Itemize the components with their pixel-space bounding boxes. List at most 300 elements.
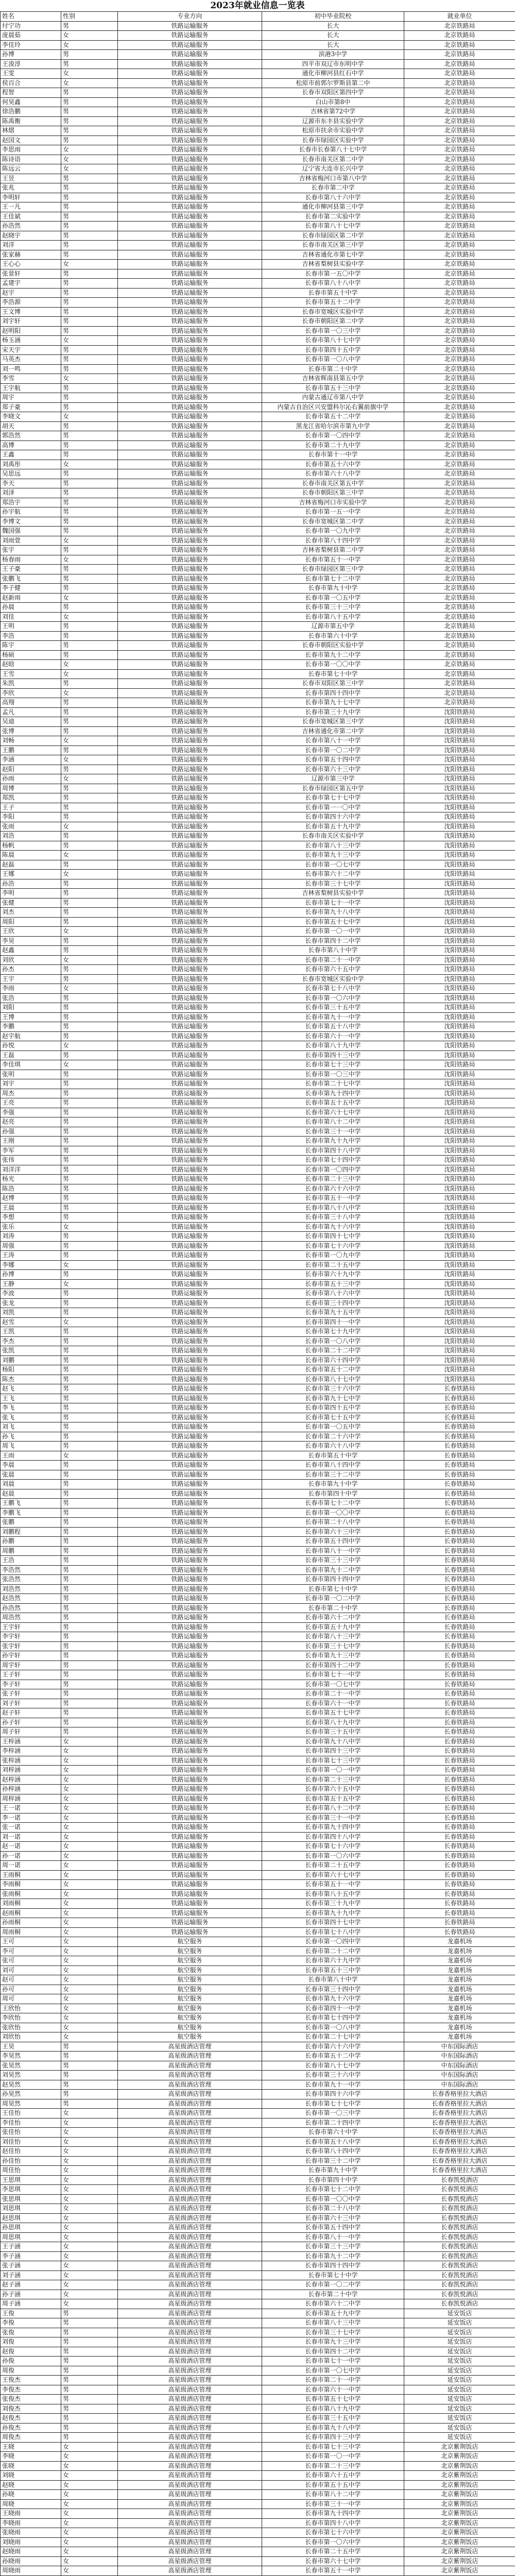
cell-gender: 女 bbox=[61, 1880, 118, 1890]
cell-major: 高星级酒店管理 bbox=[118, 2471, 262, 2481]
cell-school: 长春市第四十八中学 bbox=[262, 2518, 404, 2528]
table-row bbox=[1, 440, 515, 450]
cell-destination: 长春铁路局 bbox=[404, 1556, 515, 1566]
cell-destination: 长春铁路局 bbox=[404, 1680, 515, 1689]
cell-gender: 男 bbox=[61, 450, 118, 460]
cell-major: 铁路运输服务 bbox=[118, 879, 262, 889]
cell-major: 铁路运输服务 bbox=[118, 631, 262, 641]
cell-major: 铁路运输服务 bbox=[118, 1556, 262, 1566]
cell-name: 周思琪 bbox=[1, 2232, 61, 2242]
cell-destination: 长春香格里拉大酒店 bbox=[404, 2118, 515, 2128]
cell-school: 长春市第七十七中学 bbox=[262, 2099, 404, 2109]
table-row bbox=[1, 2213, 515, 2223]
table-row bbox=[1, 889, 515, 899]
cell-gender: 女 bbox=[61, 2032, 118, 2042]
cell-gender: 女 bbox=[61, 2299, 118, 2309]
cell-gender: 男 bbox=[61, 2347, 118, 2357]
cell-name: 刘泽 bbox=[1, 488, 61, 498]
cell-school: 长春市第二中学 bbox=[262, 183, 404, 193]
cell-school: 长春市第一〇八中学 bbox=[262, 355, 404, 365]
cell-gender: 女 bbox=[61, 2480, 118, 2490]
table-row bbox=[1, 2499, 515, 2509]
cell-destination: 沈阳铁路局 bbox=[404, 984, 515, 994]
cell-gender: 男 bbox=[61, 1146, 118, 1156]
table-row bbox=[1, 1994, 515, 2004]
cell-gender: 女 bbox=[61, 2137, 118, 2147]
cell-destination: 长春香格里拉大酒店 bbox=[404, 2099, 515, 2109]
page-title: 2023年就业信息一览表 bbox=[210, 1, 305, 11]
cell-name: 李子涵 bbox=[1, 2251, 61, 2261]
cell-gender: 女 bbox=[61, 2109, 118, 2119]
cell-destination: 龙嘉机场 bbox=[404, 2013, 515, 2023]
cell-destination: 沈阳铁路局 bbox=[404, 936, 515, 946]
cell-school: 长春市第五十一中学 bbox=[262, 1880, 404, 1890]
cell-name: 刘阳 bbox=[1, 1003, 61, 1013]
cell-name: 赵晓 bbox=[1, 2480, 61, 2490]
table-row bbox=[1, 383, 515, 393]
cell-gender: 男 bbox=[61, 1213, 118, 1223]
cell-destination: 北京铁路局 bbox=[404, 231, 515, 241]
table-row bbox=[1, 717, 515, 727]
cell-school: 长春市南关区第五中学 bbox=[262, 479, 404, 488]
cell-gender: 女 bbox=[61, 1918, 118, 1928]
table-row bbox=[1, 1708, 515, 1718]
cell-gender: 女 bbox=[61, 2280, 118, 2290]
cell-gender: 男 bbox=[61, 1203, 118, 1213]
table-row bbox=[1, 1622, 515, 1632]
cell-school: 长春市第四十五中学 bbox=[262, 1403, 404, 1413]
cell-major: 航空服务 bbox=[118, 1994, 262, 2004]
cell-destination: 沈阳铁路局 bbox=[404, 832, 515, 841]
cell-gender: 男 bbox=[61, 279, 118, 289]
table-row bbox=[1, 946, 515, 956]
cell-major: 铁路运输服务 bbox=[118, 784, 262, 793]
cell-destination: 北京铁路局 bbox=[404, 622, 515, 632]
cell-destination: 北京铁路局 bbox=[404, 345, 515, 355]
cell-school: 长春市第四十二中学 bbox=[262, 1660, 404, 1670]
table-row bbox=[1, 1480, 515, 1489]
table-row bbox=[1, 1651, 515, 1661]
cell-gender: 男 bbox=[61, 1670, 118, 1680]
table-row bbox=[1, 1079, 515, 1089]
cell-name: 孙一诺 bbox=[1, 1851, 61, 1861]
table-row bbox=[1, 2004, 515, 2013]
cell-gender: 男 bbox=[61, 479, 118, 488]
cell-destination: 北京铁路局 bbox=[404, 260, 515, 269]
table-row bbox=[1, 765, 515, 774]
cell-name: 胡天 bbox=[1, 421, 61, 431]
cell-school: 长春市第一〇七中学 bbox=[262, 1680, 404, 1689]
cell-name: 陈禹衡 bbox=[1, 116, 61, 126]
cell-gender: 男 bbox=[61, 1565, 118, 1575]
cell-gender: 男 bbox=[61, 1403, 118, 1413]
cell-gender: 男 bbox=[61, 641, 118, 651]
table-row bbox=[1, 1918, 515, 1928]
cell-major: 铁路运输服务 bbox=[118, 679, 262, 689]
cell-school: 长春市南关区第三中学 bbox=[262, 241, 404, 250]
cell-gender: 男 bbox=[61, 2404, 118, 2414]
cell-gender: 女 bbox=[61, 2147, 118, 2157]
table-row bbox=[1, 2471, 515, 2481]
cell-major: 铁路运输服务 bbox=[118, 793, 262, 803]
cell-destination: 长春香格里拉大酒店 bbox=[404, 2090, 515, 2099]
cell-gender: 女 bbox=[61, 1317, 118, 1327]
table-row bbox=[1, 851, 515, 860]
cell-major: 铁路运输服务 bbox=[118, 1641, 262, 1651]
cell-gender: 男 bbox=[61, 2366, 118, 2376]
table-row bbox=[1, 2147, 515, 2157]
cell-destination: 北京铁路局 bbox=[404, 460, 515, 469]
cell-destination: 沈阳铁路局 bbox=[404, 1156, 515, 1165]
cell-school: 长春市第二十四中学 bbox=[262, 2118, 404, 2128]
cell-destination: 北京铁路局 bbox=[404, 507, 515, 517]
cell-name: 庞晨茹 bbox=[1, 31, 61, 41]
cell-destination: 沈阳铁路局 bbox=[404, 965, 515, 975]
cell-major: 铁路运输服务 bbox=[118, 841, 262, 851]
cell-major: 铁路运输服务 bbox=[118, 1451, 262, 1461]
cell-gender: 男 bbox=[61, 993, 118, 1003]
table-row bbox=[1, 1413, 515, 1422]
cell-major: 铁路运输服务 bbox=[118, 1070, 262, 1079]
table-row bbox=[1, 2347, 515, 2357]
cell-school: 长春市第三十一中学 bbox=[262, 1813, 404, 1823]
cell-major: 铁路运输服务 bbox=[118, 1842, 262, 1852]
cell-major: 高星级酒店管理 bbox=[118, 2452, 262, 2462]
table-row bbox=[1, 1375, 515, 1384]
cell-school: 长春市第一〇二中学 bbox=[262, 745, 404, 755]
cell-major: 铁路运输服务 bbox=[118, 1146, 262, 1156]
table-row bbox=[1, 1127, 515, 1137]
cell-destination: 北京紫荆饭店 bbox=[404, 2566, 515, 2576]
cell-school: 长春市第六十一中学 bbox=[262, 2385, 404, 2395]
cell-gender: 男 bbox=[61, 1031, 118, 1041]
cell-school: 长春市南关区第二中学 bbox=[262, 155, 404, 164]
cell-school: 长春市宽城区实验中学 bbox=[262, 974, 404, 984]
cell-major: 铁路运输服务 bbox=[118, 1832, 262, 1842]
cell-gender: 男 bbox=[61, 1727, 118, 1737]
cell-destination: 北京紫荆饭店 bbox=[404, 2556, 515, 2566]
cell-school: 长春市第八十七中学 bbox=[262, 336, 404, 346]
cell-school: 长春市第六十五中学 bbox=[262, 965, 404, 975]
cell-school: 长春市第一〇三中学 bbox=[262, 2109, 404, 2119]
cell-gender: 女 bbox=[61, 460, 118, 469]
cell-gender: 男 bbox=[61, 440, 118, 450]
cell-major: 铁路运输服务 bbox=[118, 765, 262, 774]
cell-destination: 北京铁路局 bbox=[404, 402, 515, 412]
cell-school: 长春市第一五一中学 bbox=[262, 507, 404, 517]
cell-name: 张俊 bbox=[1, 2328, 61, 2337]
table-row bbox=[1, 1584, 515, 1594]
cell-gender: 女 bbox=[61, 1451, 118, 1461]
table-row bbox=[1, 1946, 515, 1956]
cell-destination: 北京紫荆饭店 bbox=[404, 2480, 515, 2490]
cell-name: 赵宇 bbox=[1, 288, 61, 298]
cell-gender: 女 bbox=[61, 1899, 118, 1909]
cell-name: 刘浩然 bbox=[1, 1584, 61, 1594]
cell-destination: 延安饭店 bbox=[404, 2357, 515, 2366]
table-row bbox=[1, 917, 515, 927]
cell-gender: 女 bbox=[61, 412, 118, 422]
cell-gender: 女 bbox=[61, 2566, 118, 2576]
cell-major: 铁路运输服务 bbox=[118, 1432, 262, 1442]
cell-gender: 男 bbox=[61, 1070, 118, 1079]
cell-name: 刘飞 bbox=[1, 1422, 61, 1432]
cell-gender: 女 bbox=[61, 1927, 118, 1937]
cell-school: 长春市第二十五中学 bbox=[262, 1260, 404, 1270]
table-row bbox=[1, 2042, 515, 2052]
cell-name: 赵亮 bbox=[1, 1117, 61, 1127]
cell-gender: 男 bbox=[61, 1470, 118, 1480]
cell-destination: 北京铁路局 bbox=[404, 393, 515, 403]
cell-destination: 北京铁路局 bbox=[404, 660, 515, 670]
cell-gender: 男 bbox=[61, 2385, 118, 2395]
cell-gender: 男 bbox=[61, 1641, 118, 1651]
cell-school: 长大 bbox=[262, 21, 404, 31]
cell-school: 长春市第六十七中学 bbox=[262, 1870, 404, 1880]
cell-name: 赵晓雨 bbox=[1, 2547, 61, 2557]
cell-school: 吉林省梅河口市实验中学 bbox=[262, 498, 404, 507]
cell-name: 陈杰 bbox=[1, 1375, 61, 1384]
cell-destination: 沈阳铁路局 bbox=[404, 1289, 515, 1299]
cell-name: 李浩然 bbox=[1, 1565, 61, 1575]
cell-school: 长春市第四十中学 bbox=[262, 2175, 404, 2185]
cell-destination: 长春铁路局 bbox=[404, 1861, 515, 1871]
cell-major: 铁路运输服务 bbox=[118, 1508, 262, 1518]
cell-major: 航空服务 bbox=[118, 1985, 262, 1994]
cell-school: 长春市第五十五中学 bbox=[262, 2480, 404, 2490]
cell-school: 通化市柳河县红石中学 bbox=[262, 69, 404, 79]
table-row bbox=[1, 393, 515, 403]
cell-destination: 北京紫荆饭店 bbox=[404, 2547, 515, 2557]
cell-major: 铁路运输服务 bbox=[118, 1327, 262, 1337]
table-row bbox=[1, 1022, 515, 1032]
cell-destination: 长春凯悦酒店 bbox=[404, 2242, 515, 2252]
cell-major: 铁路运输服务 bbox=[118, 1603, 262, 1613]
cell-destination: 沈阳铁路局 bbox=[404, 1327, 515, 1337]
cell-major: 高星级酒店管理 bbox=[118, 2318, 262, 2328]
cell-name: 孙俊 bbox=[1, 2357, 61, 2366]
table-row bbox=[1, 507, 515, 517]
cell-major: 铁路运输服务 bbox=[118, 202, 262, 212]
cell-major: 铁路运输服务 bbox=[118, 774, 262, 784]
cell-destination: 北京铁路局 bbox=[404, 679, 515, 689]
cell-name: 王浚淳 bbox=[1, 59, 61, 69]
cell-major: 铁路运输服务 bbox=[118, 1079, 262, 1089]
cell-major: 高星级酒店管理 bbox=[118, 2299, 262, 2309]
cell-major: 铁路运输服务 bbox=[118, 1470, 262, 1480]
cell-school: 长春市第一〇九中学 bbox=[262, 527, 404, 536]
table-row bbox=[1, 107, 515, 117]
cell-gender: 女 bbox=[61, 1832, 118, 1842]
cell-gender: 男 bbox=[61, 698, 118, 708]
cell-gender: 女 bbox=[61, 2509, 118, 2519]
cell-school: 长春市第八十中学 bbox=[262, 946, 404, 956]
cell-destination: 长春凯悦酒店 bbox=[404, 2204, 515, 2214]
cell-name: 孙博 bbox=[1, 50, 61, 60]
cell-destination: 长春铁路局 bbox=[404, 1403, 515, 1413]
cell-name: 李强 bbox=[1, 1108, 61, 1117]
cell-gender: 男 bbox=[61, 2080, 118, 2090]
cell-school: 长春市第九十六中学 bbox=[262, 1222, 404, 1232]
cell-school: 长春市第九十二中学 bbox=[262, 2251, 404, 2261]
cell-gender: 男 bbox=[61, 488, 118, 498]
cell-name: 王昱 bbox=[1, 174, 61, 183]
cell-destination: 长春凯悦酒店 bbox=[404, 2175, 515, 2185]
cell-school: 长春市第四十二中学 bbox=[262, 936, 404, 946]
cell-destination: 沈阳铁路局 bbox=[404, 1251, 515, 1261]
cell-name: 赵雨桐 bbox=[1, 1908, 61, 1918]
cell-destination: 沈阳铁路局 bbox=[404, 1117, 515, 1127]
cell-gender: 女 bbox=[61, 1956, 118, 1966]
cell-major: 铁路运输服务 bbox=[118, 612, 262, 622]
cell-major: 铁路运输服务 bbox=[118, 1184, 262, 1194]
cell-gender: 男 bbox=[61, 97, 118, 107]
table-body bbox=[1, 21, 515, 2576]
table-row bbox=[1, 707, 515, 717]
cell-major: 铁路运输服务 bbox=[118, 393, 262, 403]
cell-name: 陈诗语 bbox=[1, 155, 61, 164]
cell-destination: 长春铁路局 bbox=[404, 1546, 515, 1556]
cell-gender: 男 bbox=[61, 298, 118, 308]
table-row bbox=[1, 2461, 515, 2471]
cell-gender: 女 bbox=[61, 1279, 118, 1289]
table-row bbox=[1, 40, 515, 50]
cell-destination: 沈阳铁路局 bbox=[404, 1270, 515, 1280]
cell-name: 周浩然 bbox=[1, 1613, 61, 1623]
cell-name: 王欣怡 bbox=[1, 2004, 61, 2013]
cell-name: 李思雨 bbox=[1, 145, 61, 155]
cell-name: 刘一诺 bbox=[1, 1832, 61, 1842]
cell-major: 铁路运输服务 bbox=[118, 1375, 262, 1384]
cell-gender: 男 bbox=[61, 1241, 118, 1251]
cell-gender: 女 bbox=[61, 1823, 118, 1833]
cell-gender: 男 bbox=[61, 631, 118, 641]
cell-destination: 长春铁路局 bbox=[404, 1394, 515, 1403]
cell-school: 吉林省梨树县第二中学 bbox=[262, 546, 404, 555]
cell-school: 长春市第二十三中学 bbox=[262, 1775, 404, 1785]
cell-school: 吉林省梨树县实验中学 bbox=[262, 260, 404, 269]
cell-school: 长春市第七十二中学 bbox=[262, 2185, 404, 2195]
table-row bbox=[1, 2404, 515, 2414]
cell-gender: 女 bbox=[61, 2223, 118, 2233]
table-row bbox=[1, 669, 515, 679]
cell-name: 王俊 bbox=[1, 2309, 61, 2318]
table-row bbox=[1, 832, 515, 841]
cell-major: 铁路运输服务 bbox=[118, 345, 262, 355]
cell-gender: 女 bbox=[61, 2194, 118, 2204]
cell-major: 铁路运输服务 bbox=[118, 1108, 262, 1117]
cell-school: 长春市第八十五中学 bbox=[262, 612, 404, 622]
table-row bbox=[1, 2442, 515, 2452]
cell-name: 李雪 bbox=[1, 374, 61, 384]
cell-major: 铁路运输服务 bbox=[118, 1766, 262, 1775]
cell-major: 铁路运输服务 bbox=[118, 1632, 262, 1642]
cell-gender: 女 bbox=[61, 1889, 118, 1899]
cell-gender: 男 bbox=[61, 1336, 118, 1346]
cell-school: 长春市第四十四中学 bbox=[262, 688, 404, 698]
cell-name: 王文博 bbox=[1, 307, 61, 317]
cell-gender: 男 bbox=[61, 1689, 118, 1699]
cell-major: 高星级酒店管理 bbox=[118, 2537, 262, 2547]
table-row bbox=[1, 898, 515, 908]
cell-school: 长春市双阳区第三中学 bbox=[262, 679, 404, 689]
table-row bbox=[1, 1327, 515, 1337]
cell-gender: 男 bbox=[61, 1089, 118, 1098]
cell-name: 王涛 bbox=[1, 1251, 61, 1261]
table-row bbox=[1, 479, 515, 488]
cell-major: 铁路运输服务 bbox=[118, 1355, 262, 1365]
table-row bbox=[1, 78, 515, 88]
cell-major: 铁路运输服务 bbox=[118, 193, 262, 202]
cell-major: 铁路运输服务 bbox=[118, 479, 262, 488]
table-row bbox=[1, 2414, 515, 2424]
cell-name: 孙昊然 bbox=[1, 2090, 61, 2099]
cell-destination: 长春铁路局 bbox=[404, 1785, 515, 1794]
cell-major: 铁路运输服务 bbox=[118, 1575, 262, 1585]
cell-school: 长春市第七十六中学 bbox=[262, 2528, 404, 2538]
cell-gender: 女 bbox=[61, 2270, 118, 2280]
cell-name: 王佳怡 bbox=[1, 2109, 61, 2119]
cell-school: 长春市第六十七中学 bbox=[262, 2556, 404, 2566]
cell-major: 铁路运输服务 bbox=[118, 870, 262, 879]
header-school: 初中毕业院校 bbox=[262, 12, 404, 22]
cell-name: 赵磊 bbox=[1, 860, 61, 870]
cell-major: 铁路运输服务 bbox=[118, 1727, 262, 1737]
cell-major: 铁路运输服务 bbox=[118, 755, 262, 765]
cell-gender: 男 bbox=[61, 726, 118, 736]
cell-gender: 男 bbox=[61, 1346, 118, 1356]
cell-school: 长春市第一〇六中学 bbox=[262, 993, 404, 1003]
cell-destination: 长春铁路局 bbox=[404, 1432, 515, 1442]
cell-name: 王佳斌 bbox=[1, 212, 61, 222]
cell-major: 铁路运输服务 bbox=[118, 669, 262, 679]
cell-destination: 沈阳铁路局 bbox=[404, 726, 515, 736]
cell-major: 高星级酒店管理 bbox=[118, 2414, 262, 2424]
cell-name: 张晓雨 bbox=[1, 2528, 61, 2538]
cell-name: 赵一诺 bbox=[1, 1842, 61, 1852]
cell-major: 高星级酒店管理 bbox=[118, 2042, 262, 2052]
table-row bbox=[1, 2175, 515, 2185]
cell-major: 铁路运输服务 bbox=[118, 97, 262, 107]
cell-gender: 男 bbox=[61, 1394, 118, 1403]
cell-major: 铁路运输服务 bbox=[118, 250, 262, 260]
cell-gender: 男 bbox=[61, 393, 118, 403]
cell-school: 辽源市东丰县实验中学 bbox=[262, 116, 404, 126]
table-row bbox=[1, 2223, 515, 2233]
table-row bbox=[1, 1527, 515, 1537]
cell-major: 铁路运输服务 bbox=[118, 993, 262, 1003]
cell-name: 吴迪 bbox=[1, 717, 61, 727]
cell-name: 侯百合 bbox=[1, 78, 61, 88]
cell-destination: 长春铁路局 bbox=[404, 1880, 515, 1890]
cell-major: 铁路运输服务 bbox=[118, 174, 262, 183]
cell-name: 张晨 bbox=[1, 1470, 61, 1480]
cell-major: 铁路运输服务 bbox=[118, 88, 262, 98]
cell-school: 吉林省第72中学 bbox=[262, 107, 404, 117]
cell-name: 王雪 bbox=[1, 669, 61, 679]
cell-school: 长春市第五十二中学 bbox=[262, 1365, 404, 1375]
cell-major: 铁路运输服务 bbox=[118, 50, 262, 60]
cell-name: 周宇轩 bbox=[1, 1660, 61, 1670]
cell-destination: 延安饭店 bbox=[404, 2328, 515, 2337]
cell-destination: 沈阳铁路局 bbox=[404, 1089, 515, 1098]
cell-school: 长春市第八十九中学 bbox=[262, 1718, 404, 1727]
cell-gender: 女 bbox=[61, 536, 118, 546]
table-row bbox=[1, 450, 515, 460]
cell-major: 铁路运输服务 bbox=[118, 1022, 262, 1032]
cell-name: 王鑫 bbox=[1, 450, 61, 460]
cell-name: 张晓 bbox=[1, 2461, 61, 2471]
